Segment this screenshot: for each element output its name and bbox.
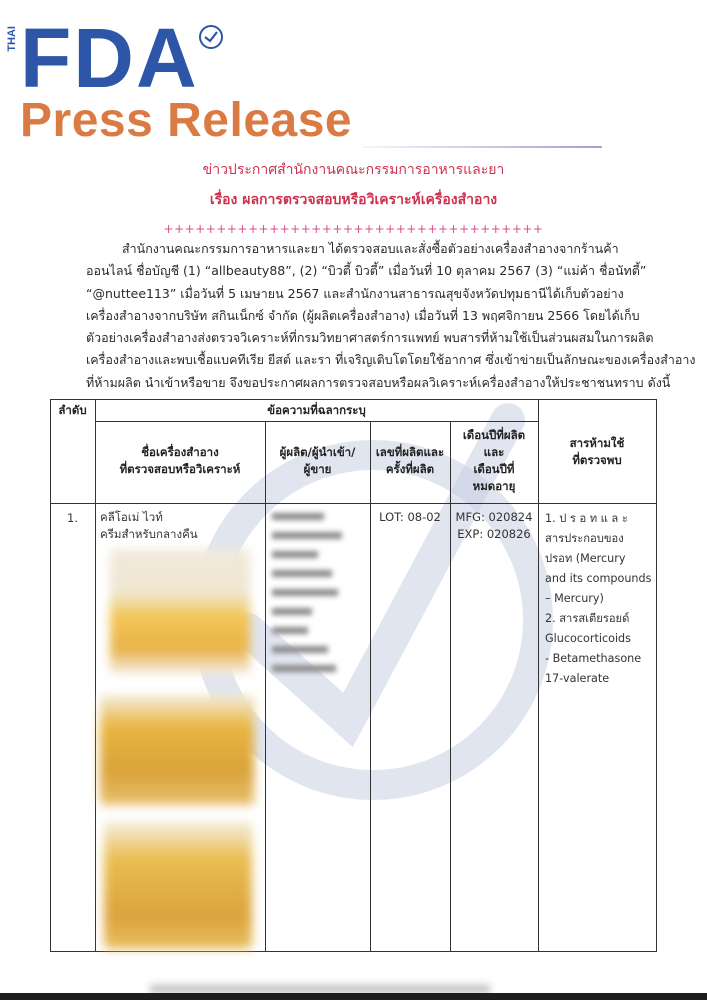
intro-line: เครื่องสำอางและพบเชื้อแบคทีเรีย ยีสต์ และรา ที่เจริญเติบโตโดยใช้อากาศ ซึ่งเข้าข่ายเป็นลักษณะของเครื่องสำอาง (86, 352, 696, 368)
row-order: 1. (67, 511, 78, 525)
plus-separator: ++++++++++++++++++++++++++++++++++++ (163, 222, 544, 236)
intro-line: ออนไลน์ ชื่อบัญชี (1) “allbeauty88”, (2) “บิวตี้ บิวตี้” เมื่อวันที่ 10 ตุลาคม 2567 (3) “แม่ค้า ชื่อนัทตี้” (86, 263, 647, 279)
product-image (110, 549, 250, 674)
row-mfg: MFG: 020824 (455, 510, 533, 524)
header-lot: เลขที่ผลิตและ ครั้งที่ผลิต (375, 445, 445, 476)
row-dates (450, 509, 538, 543)
intro-line: “@nuttee113” เมื่อวันที่ 5 เมษายน 2567 และสำนักงานสาธารณสุขจังหวัดปทุมธานีได้เก็บตัวอย่าง (86, 285, 624, 301)
header-found-substances: สารห้ามใช้ ที่ตรวจพบ (569, 436, 625, 467)
row-product-name: คลีโอเม่ ไวท์ ครีมสำหรับกลางคืน (100, 510, 198, 541)
intro-line: สำนักงานคณะกรรมการอาหารและยา ได้ตรวจสอบและสั่งซื้อตัวอย่างเครื่องสำอางจากร้านค้า (122, 241, 619, 256)
press-release-title: Press Release (20, 94, 353, 147)
announcement-titles (0, 160, 707, 210)
header-divider (362, 146, 602, 148)
row-exp: EXP: 020826 (457, 527, 531, 541)
product-image (100, 695, 254, 805)
header-manufacturer: ผู้ผลิต/ผู้นำเข้า/ ผู้ขาย (279, 445, 356, 476)
page-bottom-edge (0, 993, 707, 1000)
header-product-name: ชื่อเครื่องสำอาง ที่ตรวจสอบหรือวิเคราะห์ (119, 445, 241, 476)
intro-line: ตัวอย่างเครื่องสำอางส่งตรวจวิเคราะห์ที่กรมวิทยาศาสตร์การแพทย์ พบสารที่ห้ามใช้เป็นส่วนผสมในการผลิต (86, 330, 654, 346)
row-lot: LOT: 08-02 (379, 510, 441, 524)
results-table (50, 399, 657, 952)
header-order: ลำดับ (58, 403, 87, 417)
fda-emblem-icon (198, 24, 224, 50)
row-found-substances: 1. ป ร อ ท แ ล ะ สารประกอบของ ปรอท (Mercury and its compounds – Mercury) 2. สารสเตียรอยด์ Glucocorticoids - Betamethasone 17-valerate (545, 512, 652, 685)
intro-line: ที่ห้ามผลิต นำเข้าหรือขาย จึงขอประกาศผลการตรวจสอบหรือผลวิเคราะห์เครื่องสำอางให้ประชาชนทราบ ดังนี้ (86, 374, 671, 390)
thai-side-label: THAI (6, 26, 18, 52)
blurred-footer (150, 985, 490, 993)
header-dates: เดือนปีที่ผลิต และ เดือนปีที่ หมดอายุ (462, 428, 526, 493)
announcement-subject: เรื่อง ผลการตรวจสอบหรือวิเคราะห์เครื่องสำอาง (209, 192, 498, 208)
blurred-manufacturer-info (272, 507, 362, 684)
fda-logo-text: FDA (20, 11, 199, 105)
announcement-title-line1: ข่าวประกาศสำนักงานคณะกรรมการอาหารและยา (202, 162, 505, 178)
intro-paragraph (86, 238, 696, 394)
header-label-group: ข้อความที่ฉลากระบุ (267, 403, 366, 417)
press-release-header (0, 0, 707, 150)
product-image (104, 821, 252, 949)
intro-line: เครื่องสำอางจากบริษัท สกินเน็กซ์ จำกัด (ผู้ผลิตเครื่องสำอาง) เมื่อวันที่ 13 พฤศจิกายน 2566 โดยได้เก็บ (86, 307, 640, 323)
